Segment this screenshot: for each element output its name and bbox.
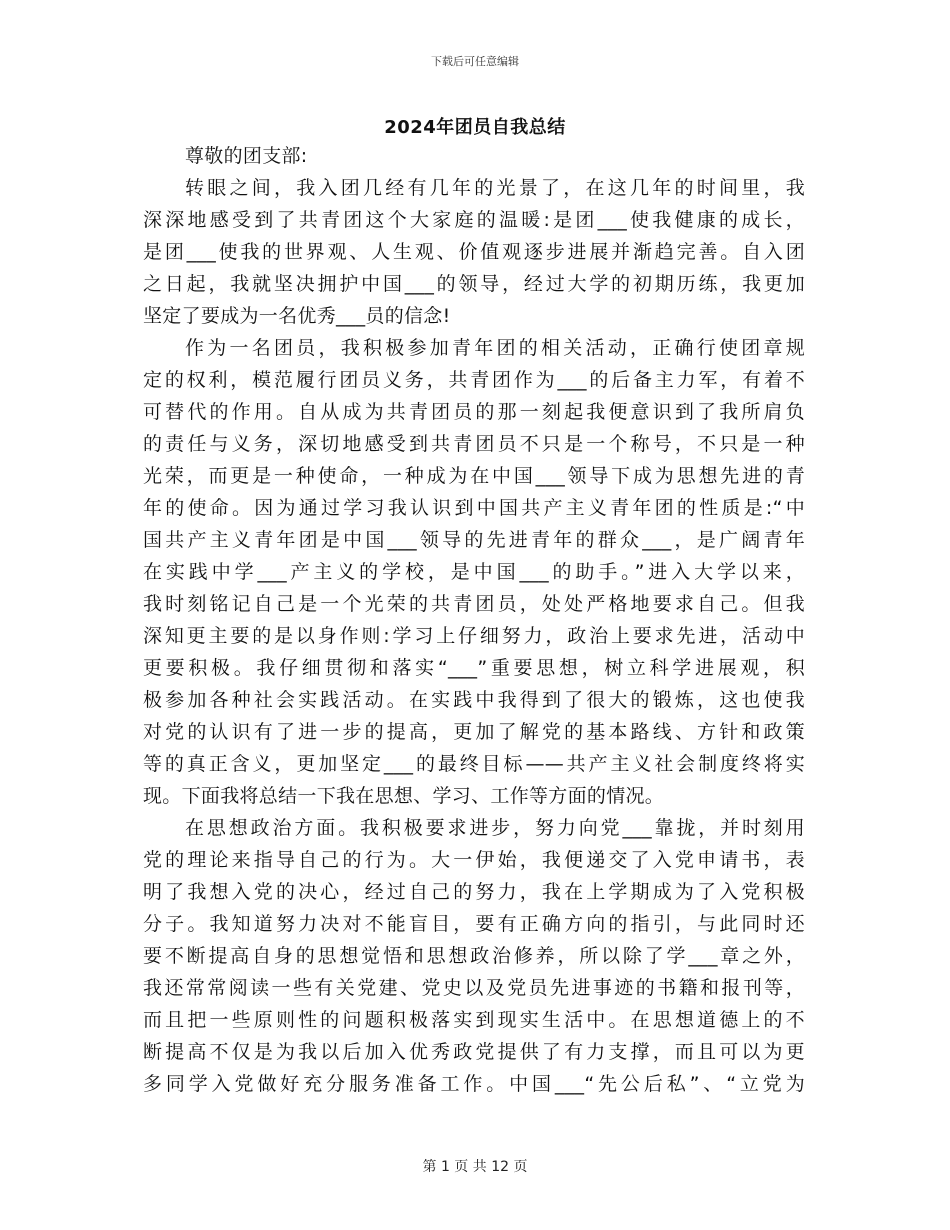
paragraph-line: 在思想政治方面。我积极要求进步，努力向党___靠拢，并时刻用 — [185, 817, 805, 839]
paragraph-line: 可替代的作用。自从成为共青团员的那一刻起我便意识到了我所肩负 — [143, 401, 805, 423]
paragraph-line: 我还常常阅读一些有关党建、党史以及党员先进事迹的书籍和报刊等， — [143, 977, 805, 999]
paragraph-line: 在实践中学___产主义的学校，是中国___的助手。”进入大学以来， — [143, 561, 805, 583]
paragraph-line: 年的使命。因为通过学习我认识到中国共产主义青年团的性质是:“中 — [143, 497, 805, 519]
salutation-line: 尊敬的团支部: — [185, 145, 308, 167]
paragraph-line: 的责任与义务，深切地感受到共青团员不只是一个称号，不只是一种 — [143, 433, 805, 455]
paragraph-line: 国共产主义青年团是中国___领导的先进青年的群众___，是广阔青年 — [143, 529, 805, 551]
document-title: 2024年团员自我总结 — [384, 117, 566, 138]
paragraph-line: 作为一名团员，我积极参加青年团的相关活动，正确行使团章规 — [185, 337, 805, 359]
paragraph-line: 多同学入党做好充分服务准备工作。中国___“先公后私”、“立党为 — [143, 1073, 805, 1095]
paragraph-line: 分子。我知道努力决对不能盲目，要有正确方向的指引，与此同时还 — [143, 913, 805, 935]
paragraph-line: 更要积极。我仔细贯彻和落实“___”重要思想，树立科学进展观，积 — [143, 657, 805, 679]
paragraph-line: 光荣，而更是一种使命，一种成为在中国___领导下成为思想先进的青 — [143, 465, 805, 487]
paragraph-line: 是团___使我的世界观、人生观、价值观逐步进展并渐趋完善。自入团 — [143, 241, 805, 263]
paragraph-line: 而且把一些原则性的问题积极落实到现实生活中。在思想道德上的不 — [143, 1009, 805, 1031]
paragraph-line: 深深地感受到了共青团这个大家庭的温暖:是团___使我健康的成长， — [143, 209, 805, 231]
page-number: 第 1 页 共 12 页 — [422, 1159, 528, 1175]
paragraph-line: 党的理论来指导自己的行为。大一伊始，我便递交了入党申请书，表 — [143, 849, 805, 871]
paragraph-line: 断提高不仅是为我以后加入优秀政党提供了有力支撑，而且可以为更 — [143, 1041, 805, 1063]
paragraph-line: 深知更主要的是以身作则:学习上仔细努力，政治上要求先进，活动中 — [143, 625, 805, 647]
paragraph-line: 要不断提高自身的思想觉悟和思想政治修养，所以除了学___章之外， — [143, 945, 805, 967]
paragraph-line: 极参加各种社会实践活动。在实践中我得到了很大的锻炼，这也使我 — [143, 689, 805, 711]
paragraph-line: 之日起，我就坚决拥护中国___的领导，经过大学的初期历练，我更加 — [143, 273, 805, 295]
paragraph-line: 定的权利，模范履行团员义务，共青团作为___的后备主力军，有着不 — [143, 369, 805, 391]
paragraph-line: 我时刻铭记自己是一个光荣的共青团员，处处严格地要求自己。但我 — [143, 593, 805, 615]
page-header-note: 下载后可任意编辑 — [431, 55, 519, 68]
document-body — [143, 140, 805, 1100]
paragraph-line: 对党的认识有了进一步的提高，更加了解党的基本路线、方针和政策 — [143, 721, 805, 743]
paragraph-line: 明了我想入党的决心，经过自己的努力，我在上学期成为了入党积极 — [143, 881, 805, 903]
paragraph-line: 坚定了要成为一名优秀___员的信念! — [143, 305, 451, 327]
paragraph-line: 等的真正含义，更加坚定___的最终目标——共产主义社会制度终将实 — [143, 753, 805, 775]
paragraph-line: 现。下面我将总结一下我在思想、学习、工作等方面的情况。 — [143, 785, 665, 807]
paragraph-line: 转眼之间，我入团几经有几年的光景了，在这几年的时间里，我 — [185, 177, 805, 199]
